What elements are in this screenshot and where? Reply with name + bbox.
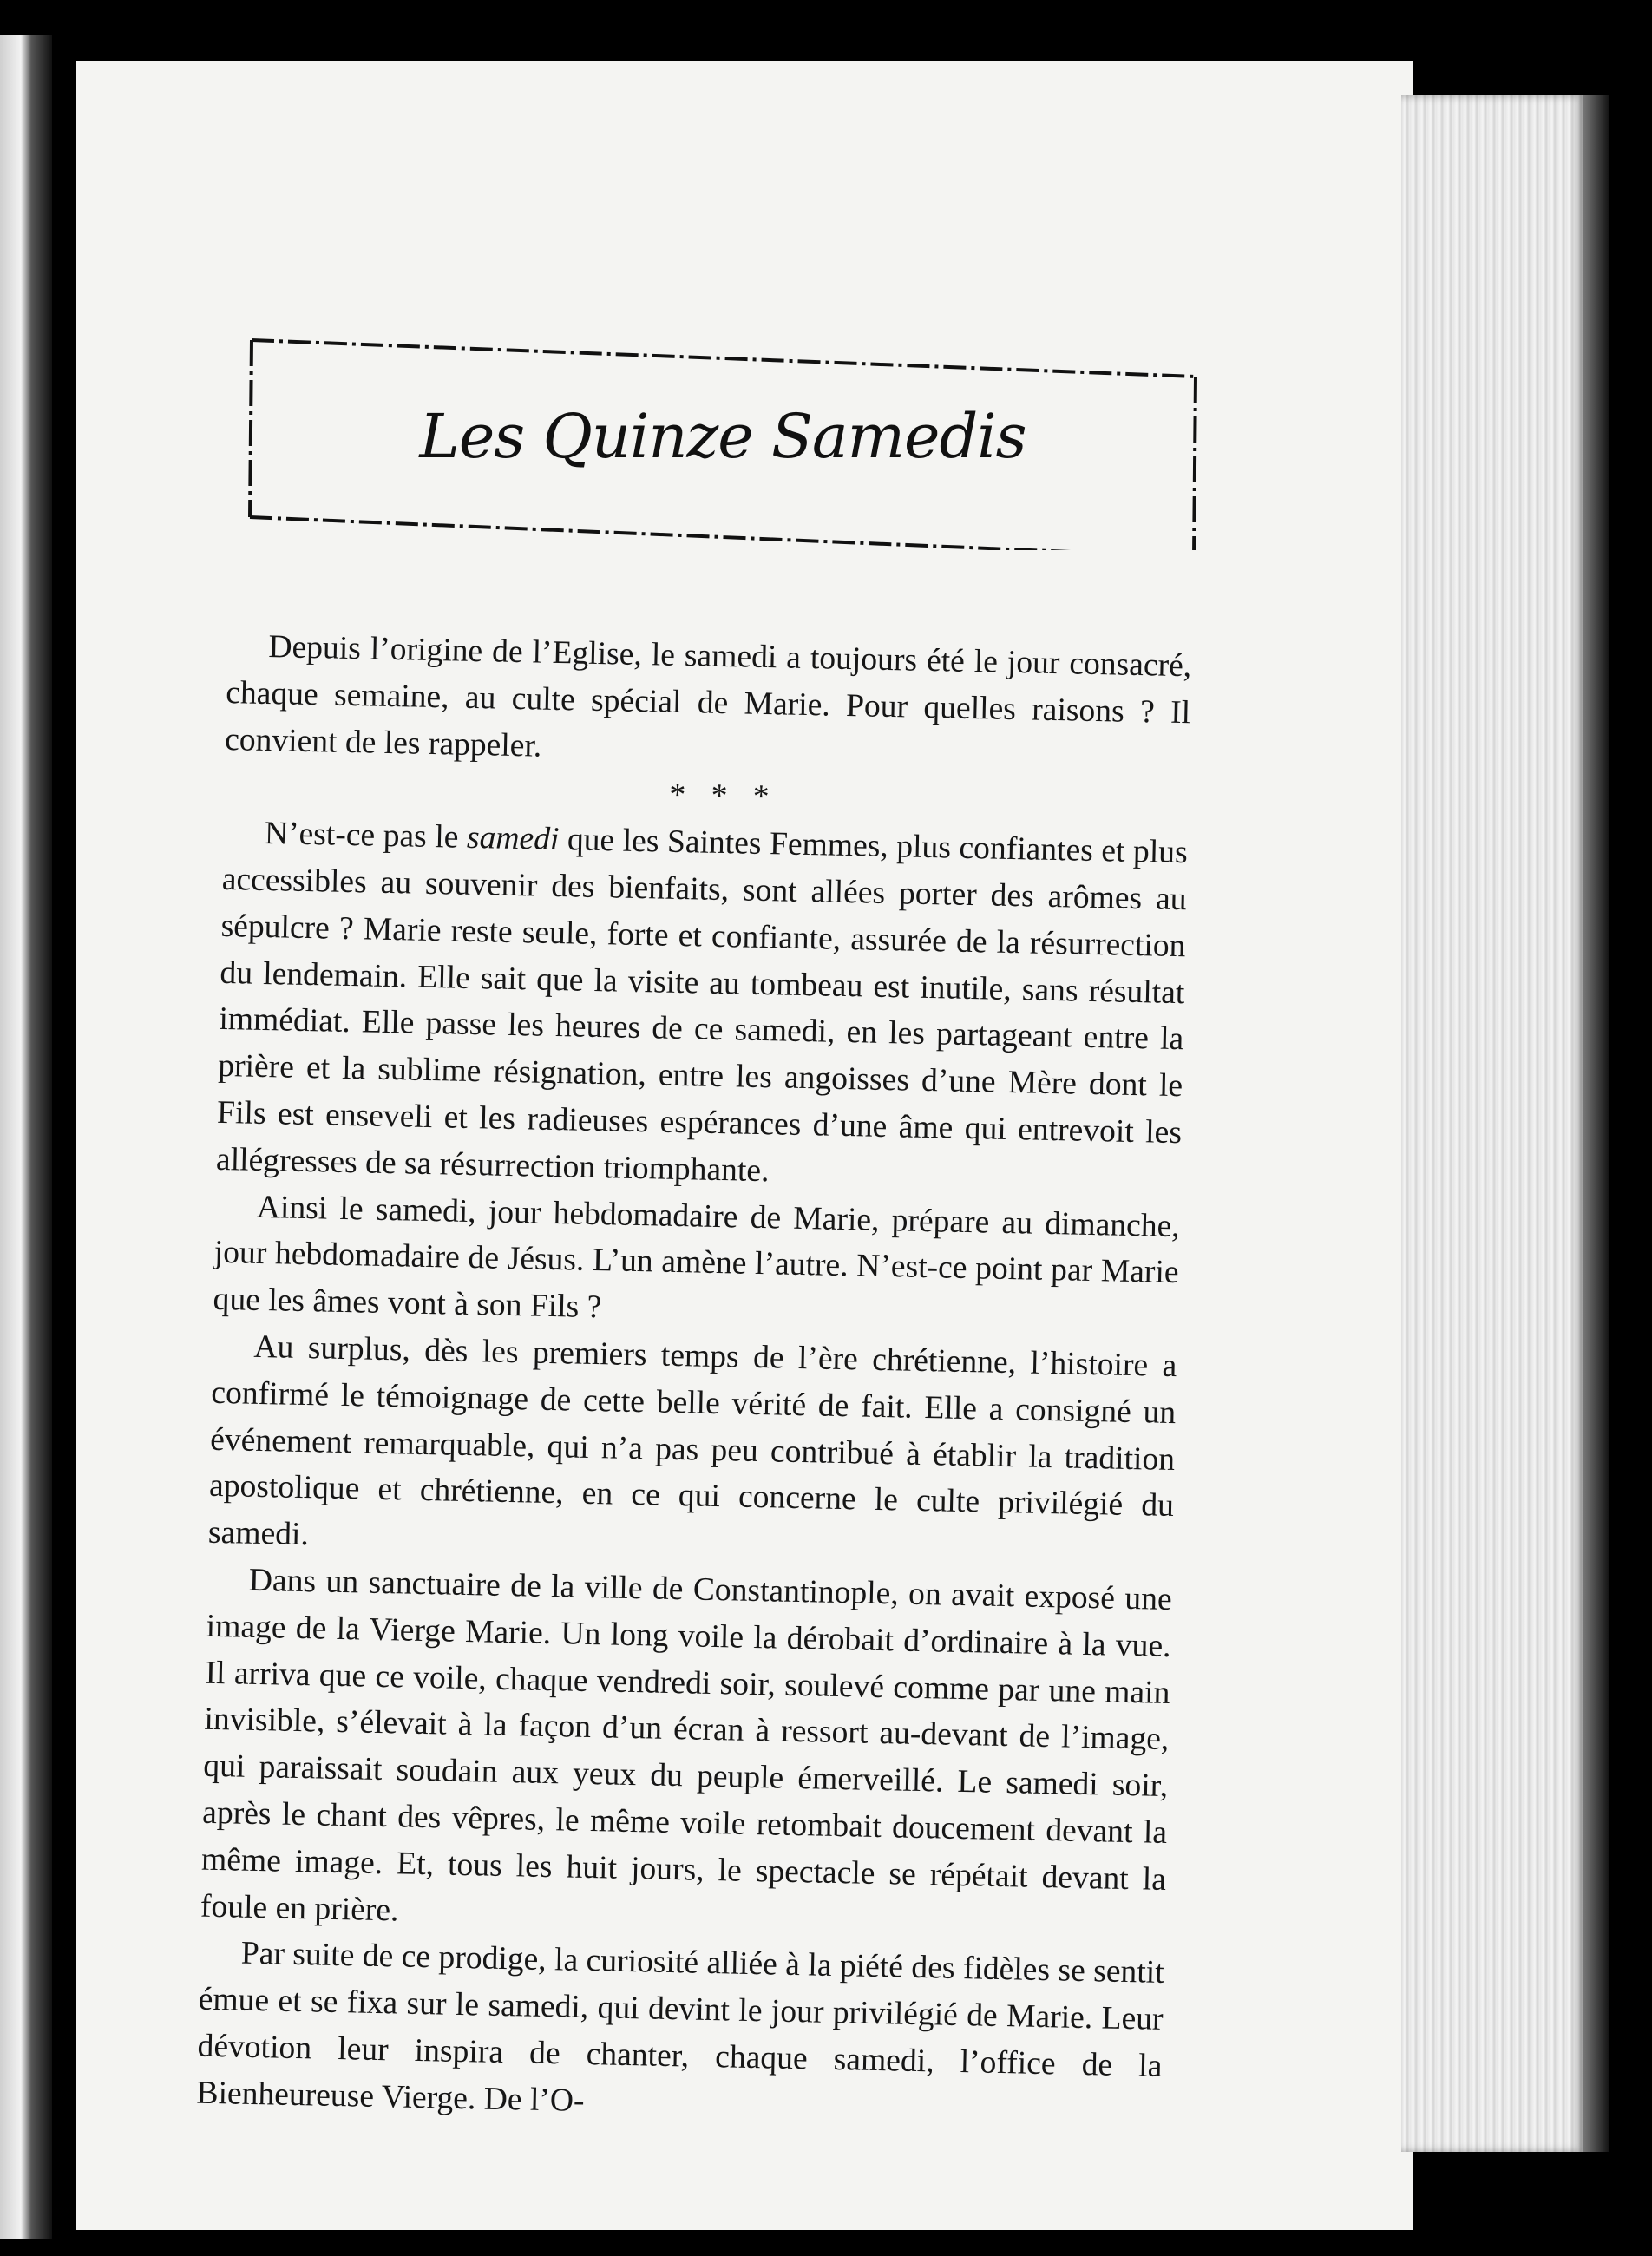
paragraph-2-end: Marie reste seule, forte et confiante, assurée de la résurrection du lendemain. Elle sait que la visite au tombeau est inutile, sans résultat immédiat. Elle passe les heures de ce samedi, en les partageant entre la prière et la sublime résignation, entre les angoisses d’une Mère dont le Fils est enseveli et les radieuses espérances d’une âme qui entrevoit les allégresses de sa résurrection triomphante. [215,911,1186,1189]
paragraph-3: Ainsi le samedi, jour hebdomadaire de Marie, prépare au dimanche, jour hebdomadaire de Jésus. L’un amène l’autre. N’est-ce point par Marie que les âmes vont à son Fils ? [213,1189,1181,1326]
title-frame [248,335,1197,550]
paragraph-4: Au surplus, dès les premiers temps de l’ère chrétienne, l’histoire a confirmé le témoignage de cette belle vérité de fait. Elle a consigné un événement remarquable, qui n’a pas peu contribué à établir la tradition apostolique et chrétienne, en ce qui concerne le culte privilégié du samedi. [207,1328,1177,1553]
book-left-edge [0,35,52,2239]
body-text [196,623,1192,2136]
section-separator: * * * [668,777,778,816]
paragraph-1: Depuis l’origine de l’Eglise, le samedi a toujours été le jour consacré, chaque semaine, au culte spécial de Marie. Pour quelles raisons ? Il convient de les rappeler. [224,629,1192,764]
paragraph-2-middle: que les Saintes Femmes, plus confiantes et plus accessibles au souvenir des bienfaits, sont allées porter des arômes au sépulcre ? [220,822,1189,948]
emphasis-samedi: samedi [466,820,560,858]
paragraph-2 [215,810,1188,1203]
paragraph-5: Dans un sanctuaire de la ville de Constantinople, on avait exposé une image de la Vierge Marie. Un long voile la dérobait d’ordinaire à la vue. Il arriva que ce voile, chaque vendredi soir, soulevé comme par une main invisible, s’élevait à la façon d’un écran à ressort au-devant de l’image, qui paraissait soudain aux yeux du peuple émerveillé. Le samedi soir, après le chant des vêpres, le même voile retombait doucement devant la même image. Et, tous les huit jours, le spectacle se répétait devant la foule en prière. [200,1562,1173,1928]
page-stack-shadow [1583,95,1609,2152]
paragraph-2-start: N’est-ce pas le [264,816,468,856]
page-stack-edge [1401,95,1583,2152]
paragraph-6: Par suite de ce prodige, la curiosité alliée à la piété des fidèles se sentit émue et se fixa sur le samedi, qui devint le jour privilégié de Marie. Leur dévotion leur inspira de chanter, chaque samedi, l’office de la Bienheureuse Vierge. De l’O- [196,1935,1165,2119]
page-title: Les Quinze Samedis [419,401,1026,472]
